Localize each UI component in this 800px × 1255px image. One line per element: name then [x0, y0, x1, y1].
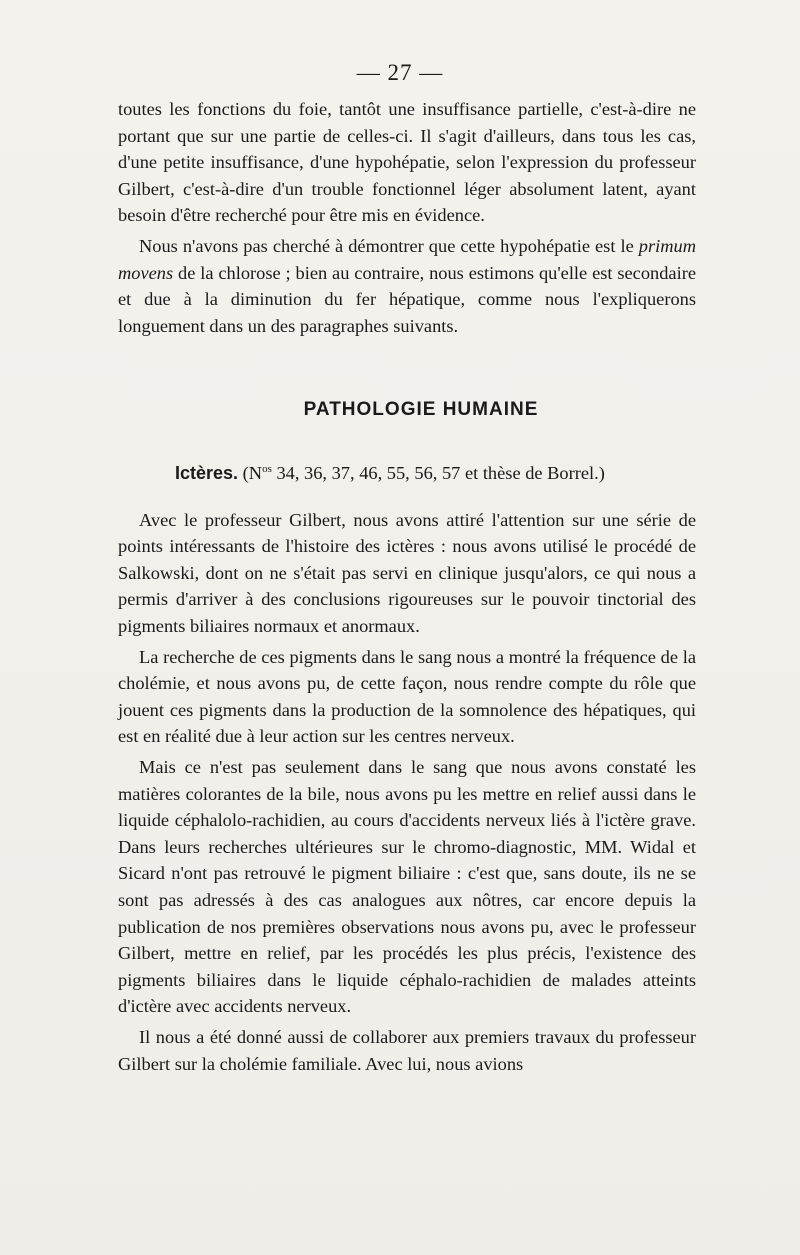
subsection-heading	[118, 456, 696, 487]
paragraph-salkowski: Avec le professeur Gilbert, nous avons attiré l'attention sur une série de points intéressants de l'histoire des ictères : nous avons utilisé le procédé de Salkowski, dont on ne s'était pas servi en clinique jusqu'alors, ce qui nous a permis d'arriver à des conclusions rigoureuses sur le pouvoir tinctorial des pigments biliaires normaux et anormaux.	[118, 509, 696, 637]
section-title: PATHOLOGIE HUMAINE	[303, 399, 539, 421]
paragraph-cephalo-rachidien: Mais ce n'est pas seulement dans le sang que nous avons constaté les matières colorantes de la bile, nous avons pu les mettre en relief aussi dans le liquide céphalolo-rachidien, au cours d'accidents nerveux liés à l'ictère grave. Dans leurs recherches ultérieures sur le chromo-diagnostic, MM. Widal et Sicard n'ont pas retrouvé le pigment biliaire : c'est que, sans doute, ils ne se sont pas adressés à des cas analogues aux nôtres, car encore depuis la publication de nos premières observations nous avons pu, avec le professeur Gilbert, mettre en relief, par les procédés les plus précis, l'existence des pigments biliaires dans le liquide céphalo-rachidien de malades atteints d'ictère avec accidents nerveux.	[118, 757, 696, 1017]
paragraph-hypohepatie-text-a: Nous n'avons pas cherché à démontrer que cette hypohépatie est le	[139, 235, 639, 256]
paragraph-cholemie: La recherche de ces pigments dans le sang nous a montré la fréquence de la cholémie, et nous avons pu, de cette façon, nous rendre compte du rôle que jouent ces pigments dans la production de la somnolence des hépatiques, qui est en réalité due à leur action sur les centres nerveux.	[118, 646, 696, 747]
paragraph-continuation: toutes les fonctions du foie, tantôt une insuffisance partielle, c'est-à-dire ne portant que sur une partie de celles-ci. Il s'agit d'ailleurs, dans tous les cas, d'une petite insuffisance, d'une hypohépatie, selon l'expression du professeur Gilbert, c'est-à-dire d'un trouble fonctionnel léger absolument latent, ayant besoin d'être recherché pour être mis en évidence.	[118, 99, 696, 226]
subsection-refs: 34, 36, 37, 46, 55, 56, 57 et thèse de Borrel.)	[271, 463, 605, 484]
paragraph-hypohepatie-text-b: de la chlorose ; bien au contraire, nous estimons qu'elle est secondaire et due à la diminution du fer hépatique, comme nous l'expliquerons longuement dans un des paragraphes suivants.	[118, 262, 696, 336]
latin-phrase: primum movens	[118, 235, 696, 283]
subsection-label: Ictères.	[175, 463, 239, 484]
subsection-refs-superscript: os	[262, 462, 272, 475]
paragraph-hypohepatie	[118, 233, 696, 339]
page-body	[118, 96, 696, 1077]
page-number: — 27 —	[356, 60, 444, 85]
subsection-refs-open: (N	[238, 463, 263, 484]
paragraph-cholemie-familiale: Il nous a été donné aussi de collaborer aux premiers travaux du professeur Gilbert sur la cholémie familiale. Avec lui, nous avions	[118, 1026, 696, 1074]
